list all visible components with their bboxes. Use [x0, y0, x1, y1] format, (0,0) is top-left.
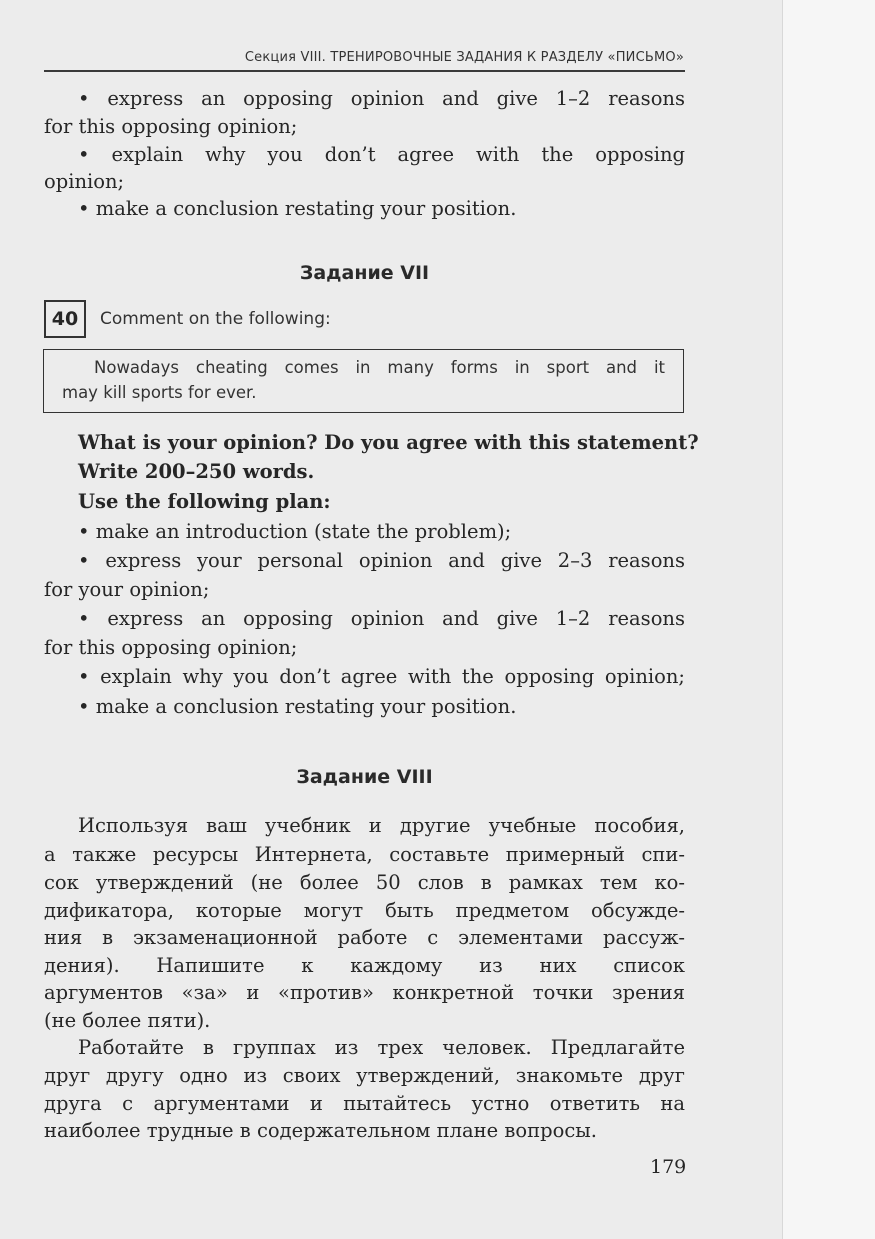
paragraph-line: сок утверждений (не более 50 слов в рамках тем ко- [44, 871, 685, 894]
plan-line: • explain why you don’t agree with the opposing [78, 143, 685, 166]
paragraph-line: дификатора, которые могут быть предметом обсужде- [44, 899, 685, 922]
plan-line: • express an opposing opinion and give 1–2 reasons [78, 87, 685, 110]
paragraph-line: ния в экзаменационной работе с элементами рассуж- [44, 926, 685, 949]
paragraph-line: дения). Напишите к каждому из них список [44, 954, 685, 977]
running-header: Секция VIII. ТРЕНИРОВОЧНЫЕ ЗАДАНИЯ К РАЗДЕЛУ «ПИСЬМО» [244, 50, 684, 65]
paragraph-line: друга с аргументами и пытайтесь устно ответить на [44, 1092, 685, 1115]
paragraph-line: аргументов «за» и «против» конкретной точки зрения [44, 981, 685, 1004]
plan-line: • express your personal opinion and give 2–3 reasons [78, 549, 685, 572]
page-number: 179 [650, 1156, 687, 1178]
quote-line: Nowadays cheating comes in many forms in sport and it [94, 358, 665, 377]
paragraph-line: Используя ваш учебник и другие учебные пособия, [78, 814, 685, 837]
task8-heading: Задание VIII [296, 766, 433, 788]
plan-line: opinion; [44, 170, 125, 193]
header-rule [44, 70, 685, 72]
task7-questions: What is your opinion? Do you agree with this statement? [78, 431, 699, 454]
quote-line: may kill sports for ever. [62, 383, 257, 402]
plan-line: for your opinion; [44, 578, 210, 601]
task-number-box: 40 [44, 300, 86, 338]
paragraph-line: (не более пяти). [44, 1009, 211, 1032]
plan-line: • make a conclusion restating your position. [78, 695, 517, 718]
task7-heading: Задание VII [299, 262, 430, 284]
plan-line: • make a conclusion restating your position. [78, 197, 517, 220]
plan-line: for this opposing opinion; [44, 636, 298, 659]
task7-prompt: Comment on the following: [100, 309, 331, 329]
plan-line: • express an opposing opinion and give 1–2 reasons [78, 607, 685, 630]
task7-quote-box [43, 349, 684, 413]
paragraph-line: а также ресурсы Интернета, составьте примерный спи- [44, 843, 685, 866]
plan-line: • make an introduction (state the problem); [78, 520, 512, 543]
task7-plan-title: Use the following plan: [78, 490, 331, 513]
paragraph-line: Работайте в группах из трех человек. Предлагайте [78, 1036, 685, 1059]
task7-word-count: Write 200–250 words. [78, 460, 315, 483]
scan-margin [782, 0, 875, 1239]
paragraph-line: друг другу одно из своих утверждений, знакомьте друг [44, 1064, 685, 1087]
plan-line: for this opposing opinion; [44, 115, 298, 138]
plan-line: • explain why you don’t agree with the opposing opinion; [78, 665, 685, 688]
paragraph-line: наиболее трудные в содержательном плане вопросы. [44, 1119, 597, 1142]
